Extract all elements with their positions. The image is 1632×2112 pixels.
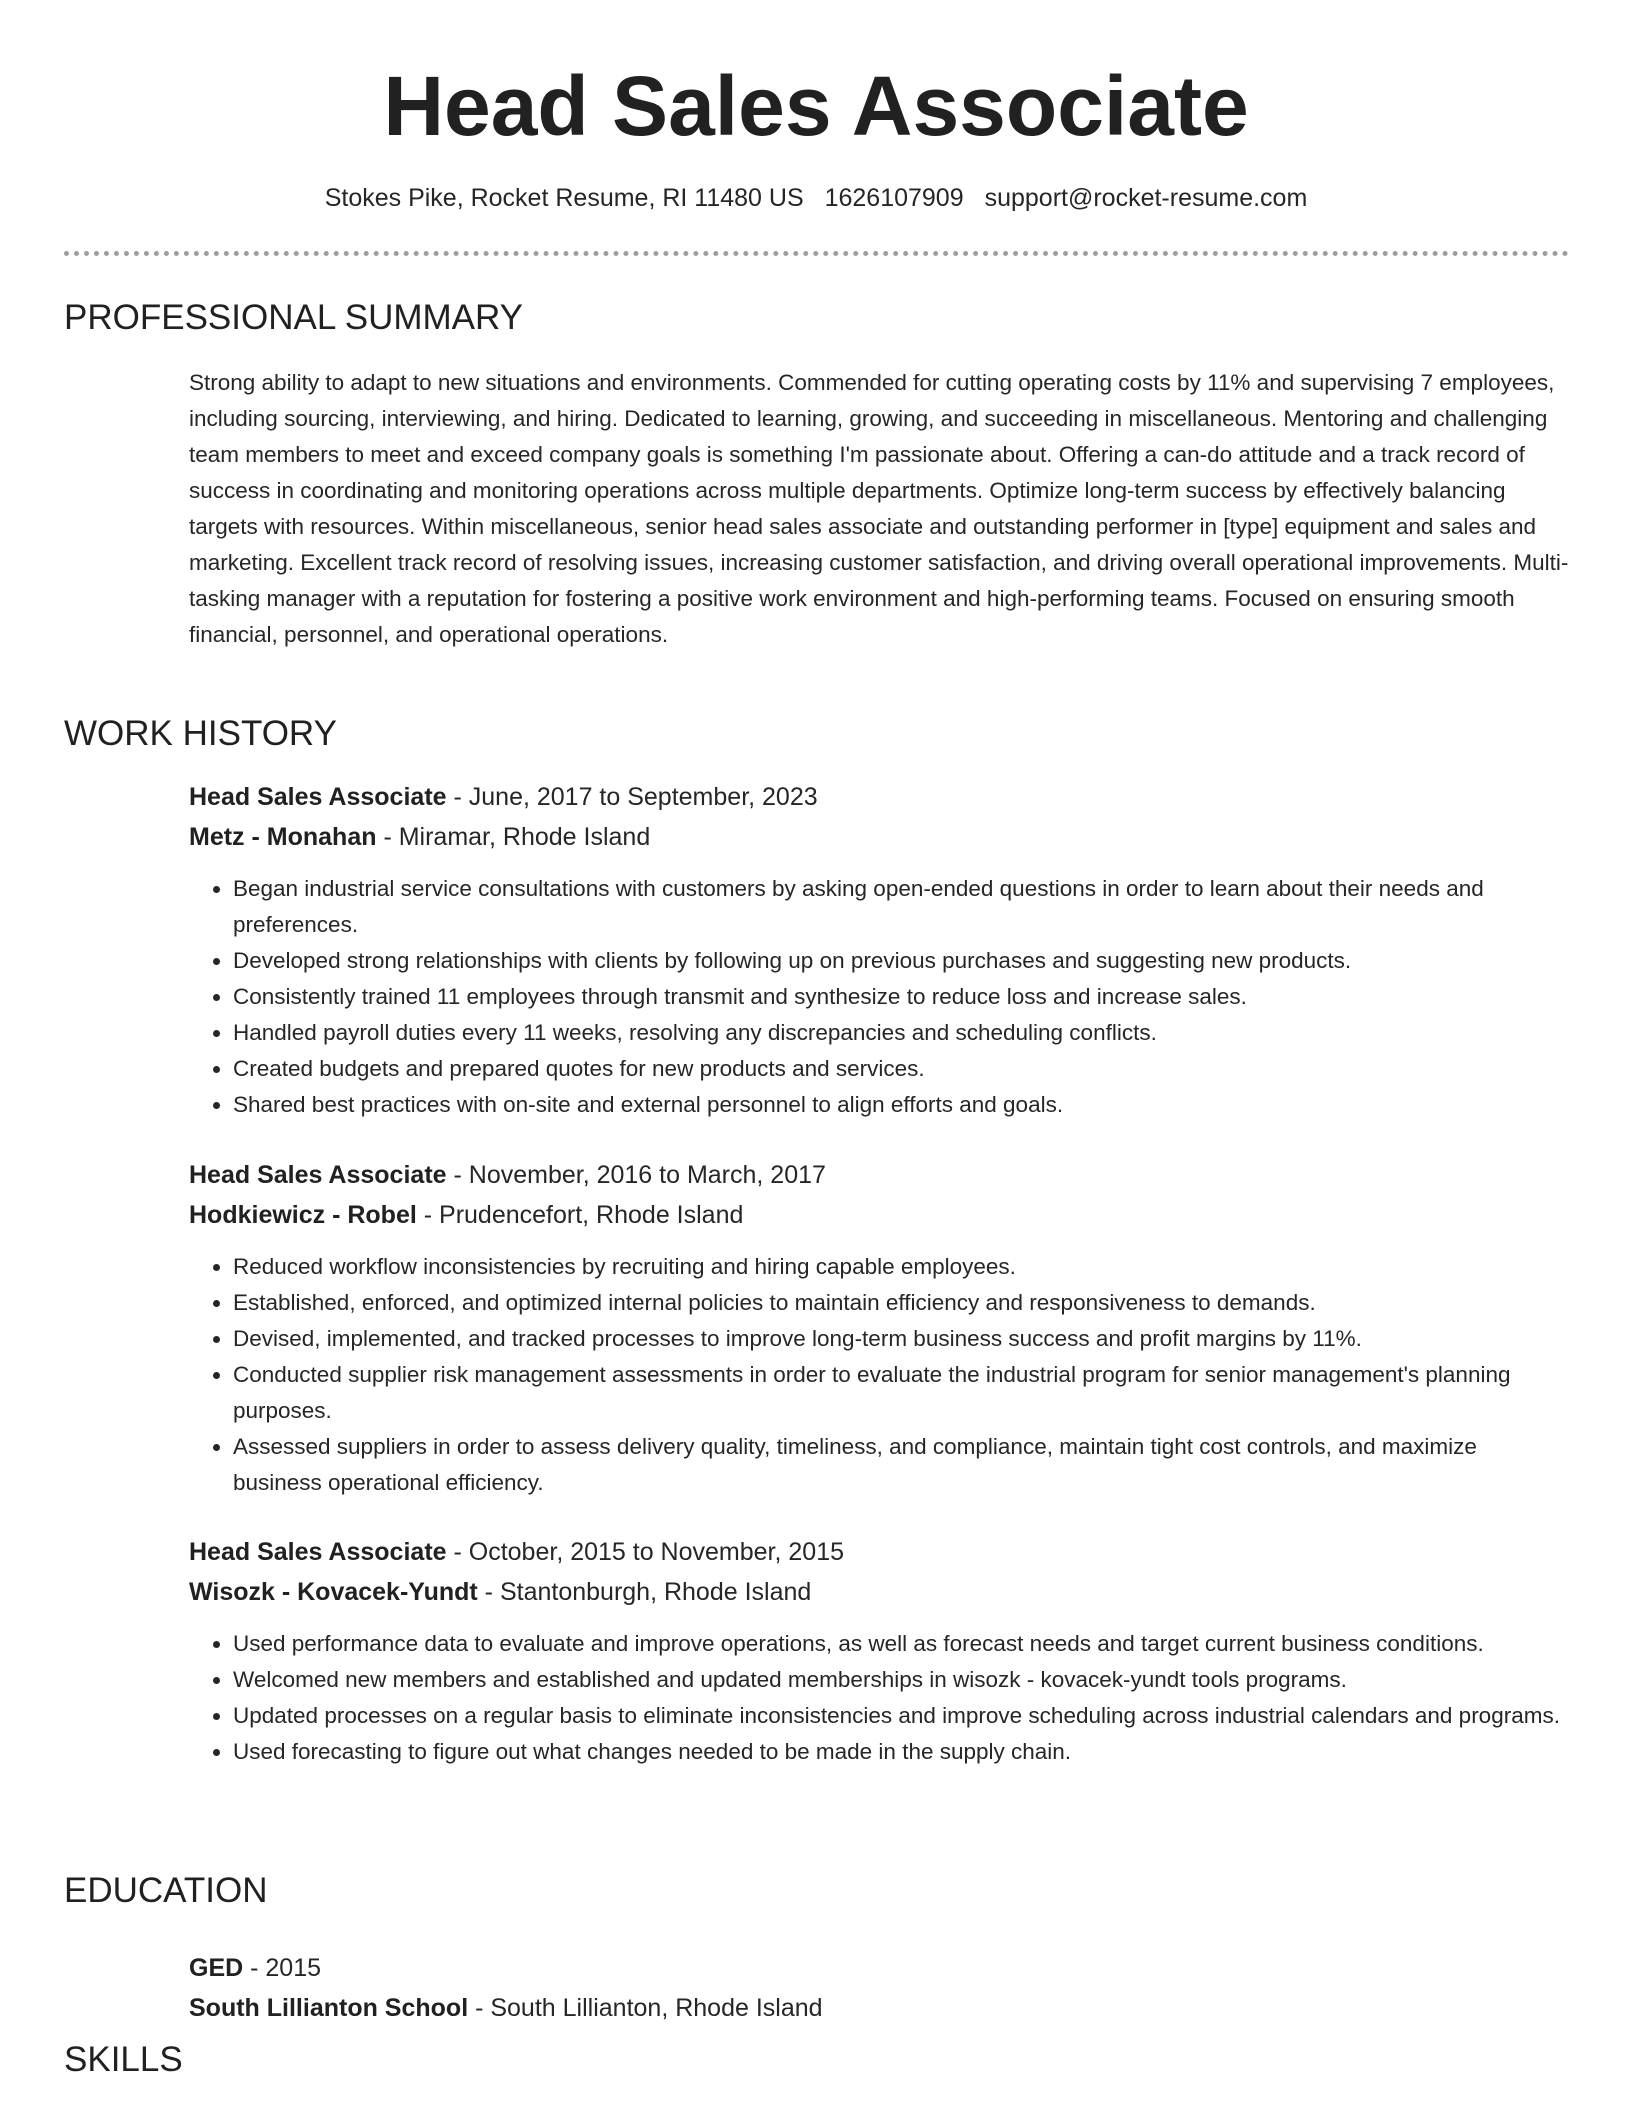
job-company-line	[189, 817, 1569, 857]
job-dates: - November, 2016 to March, 2017	[446, 1161, 826, 1189]
job-bullets	[189, 1249, 1569, 1501]
job-company: Wisozk - Kovacek-Yundt	[189, 1578, 478, 1606]
job-bullet: • Assessed suppliers in order to assess delivery quality, timeliness, and compliance, maintain tight cost controls, and maximize business operational efficiency.	[233, 1429, 1569, 1501]
summary-text: Strong ability to adapt to new situations and environments. Commended for cutting operating costs by 11% and supervising 7 employees, including sourcing, interviewing, and hiring. Dedicated to learning, growing, and succeeding in miscellaneous. Mentoring and challenging team members to meet and exceed company goals is something I'm passionate about. Offering a can-do attitude and a track record of success in coordinating and monitoring operations across multiple departments. Optimize long-term success by effectively balancing targets with resources. Within miscellaneous, senior head sales associate and outstanding performer in [type] equipment and sales and marketing. Excellent track record of resolving issues, increasing customer satisfaction, and driving overall operational improvements. Multi-tasking manager with a reputation for fostering a positive work environment and high-performing teams. Focused on ensuring smooth financial, personnel, and operational operations.	[189, 370, 1569, 647]
job-dates: - June, 2017 to September, 2023	[446, 783, 818, 811]
job-title: Head Sales Associate	[189, 783, 447, 811]
education-location: - South Lillianton, Rhode Island	[468, 1994, 823, 2022]
job-bullet: • Shared best practices with on-site and external personnel to align efforts and goals.	[233, 1087, 1569, 1123]
contact-line	[0, 182, 1632, 214]
job-bullets	[189, 1626, 1569, 1770]
job-bullet: • Used performance data to evaluate and improve operations, as well as forecast needs and target current business conditions.	[233, 1626, 1569, 1662]
job-bullet: • Devised, implemented, and tracked processes to improve long-term business success and profit margins by 11%.	[233, 1321, 1569, 1357]
resume-title: Head Sales Associate	[383, 59, 1249, 153]
summary-heading: PROFESSIONAL SUMMARY	[64, 298, 523, 337]
job-location: - Prudencefort, Rhode Island	[416, 1201, 744, 1229]
job-bullet: • Began industrial service consultations with customers by asking open-ended questions in order to learn about their needs and preferences.	[233, 871, 1569, 943]
job-bullet: • Handled payroll duties every 11 weeks, resolving any discrepancies and scheduling conflicts.	[233, 1015, 1569, 1051]
education-school-line	[189, 1988, 1569, 2028]
job-entry-2	[189, 1155, 1569, 1501]
job-bullet: • Developed strong relationships with clients by following up on previous purchases and suggesting new products.	[233, 943, 1569, 979]
job-company: Hodkiewicz - Robel	[189, 1201, 417, 1229]
job-location: - Stantonburgh, Rhode Island	[477, 1578, 812, 1606]
job-title: Head Sales Associate	[189, 1538, 447, 1566]
job-bullet: • Reduced workflow inconsistencies by recruiting and hiring capable employees.	[233, 1249, 1569, 1285]
job-company-line	[189, 1195, 1569, 1235]
job-entry-1	[189, 777, 1569, 1123]
job-title-line	[189, 1532, 1569, 1572]
job-entry-3	[189, 1532, 1569, 1770]
education-entry	[189, 1948, 1569, 2028]
job-bullet: • Welcomed new members and established and updated memberships in wisozk - kovacek-yundt tools programs.	[233, 1662, 1569, 1698]
job-company: Metz - Monahan	[189, 823, 377, 851]
work-history-heading: WORK HISTORY	[64, 714, 337, 753]
education-school: South Lillianton School	[189, 1994, 469, 2022]
job-location: - Miramar, Rhode Island	[376, 823, 651, 851]
job-bullet: • Updated processes on a regular basis to eliminate inconsistencies and improve scheduling across industrial calendars and programs.	[233, 1698, 1569, 1734]
job-dates: - October, 2015 to November, 2015	[446, 1538, 845, 1566]
education-year: - 2015	[243, 1954, 322, 1982]
job-bullet: • Conducted supplier risk management assessments in order to evaluate the industrial program for senior management's planning purposes.	[233, 1357, 1569, 1429]
job-title-line	[189, 1155, 1569, 1195]
header-divider	[64, 251, 1569, 256]
job-bullet: • Established, enforced, and optimized internal policies to maintain efficiency and responsiveness to demands.	[233, 1285, 1569, 1321]
education-heading: EDUCATION	[64, 1871, 268, 1910]
contact-email: support@rocket-resume.com	[984, 184, 1308, 212]
job-title-line	[189, 777, 1569, 817]
education-degree-line	[189, 1948, 1569, 1988]
job-bullet: • Consistently trained 11 employees through transmit and synthesize to reduce loss and increase sales.	[233, 979, 1569, 1015]
job-company-line	[189, 1572, 1569, 1612]
skills-heading: SKILLS	[64, 2040, 183, 2079]
job-bullet: • Created budgets and prepared quotes for new products and services.	[233, 1051, 1569, 1087]
education-degree: GED	[189, 1954, 244, 1982]
contact-phone: 1626107909	[824, 184, 964, 212]
contact-address: Stokes Pike, Rocket Resume, RI 11480 US	[324, 184, 804, 212]
job-title: Head Sales Associate	[189, 1161, 447, 1189]
job-bullet: • Used forecasting to figure out what changes needed to be made in the supply chain.	[233, 1734, 1569, 1770]
job-bullets	[189, 871, 1569, 1123]
